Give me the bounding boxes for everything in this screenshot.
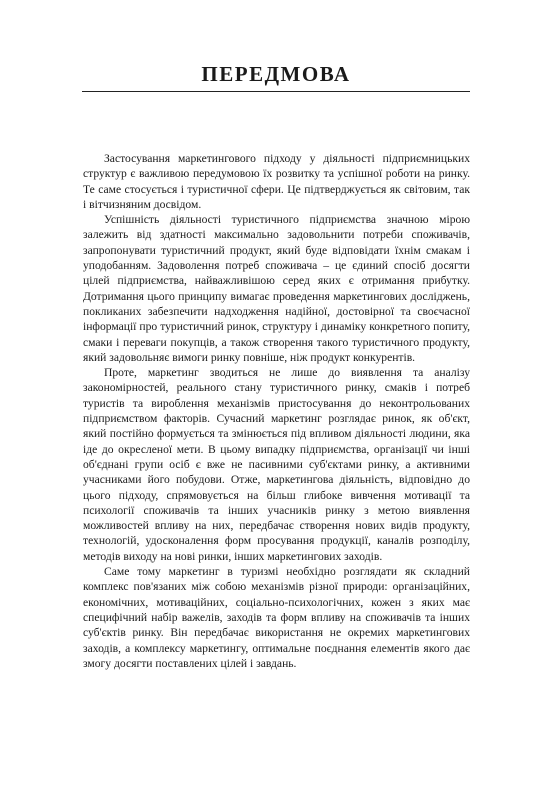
paragraph: Саме тому маркетинг в туризмі необхідно розглядати як складний комплекс пов'язаних між собою механізмів різної природи: організаційних, економічних, мотиваційних, соціально-психологічних, кожен з яких має специфічний набір важелів, заходів та форм впливу на споживачів та інших суб'єктів ринку. Він передбачає використання не окремих маркетингових заходів, а комплексу маркетингу, оптимальне поєднання елементів якого дає змогу досягти поставлених цілей і завдань. <box>83 565 470 670</box>
paragraph: Проте, маркетинг зводиться не лише до виявлення та аналізу закономірностей, реального стану туристичного ринку, смаків і потреб туристів та вироблення механізмів пристосування до неконтрольованих підприємством факторів. Сучасний маркетинг розглядає ринок, як об'єкт, який постійно формується та змінюється під впливом діяльності людини, яка іде до окресленої мети. В цьому випадку підприємства, організації чи інші об'єднані групи осіб є вже не пасивними суб'єктами ринку, а активними учасниками його побудови. Отже, маркетингова діяльність, відповідно до цього підходу, спрямовується на більш глибоке вивчення мотивації та психології споживачів та інших учасників ринку з метою виявлення можливостей впливу на них, передбачає створення нових видів продукту, технологій, удосконалення форм просування продукції, каналів розподілу, методів виходу на нові ринки, інших маркетингових заходів. <box>83 366 470 563</box>
page-title: ПЕРЕДМОВА <box>201 62 351 86</box>
preface-body <box>83 151 470 671</box>
paragraph: Застосування маркетингового підходу у діяльності підприємницьких структур є важливою передумовою їх розвитку та успішної роботи на ринку. Те саме стосується і туристичної сфери. Це підтверджується як світовим, так і вітчизняним досвідом. <box>83 152 470 211</box>
paragraph: Успішність діяльності туристичного підприємства значною мірою залежить від здатності максимально задовольнити потреби споживачів, запропонувати туристичний продукт, який буде відповідати їхнім смакам і уподобанням. Задоволення потреб споживача – це єдиний спосіб досягти цілей підприємства, найважливішою серед яких є отримання прибутку. Дотримання цього принципу вимагає проведення маркетингових досліджень, покликаних забезпечити надходження надійної, достовірної та своєчасної інформації про туристичний ринок, структуру і динаміку конкретного попиту, смаки і переваги покупців, а також створення такого туристичного продукту, який задовольняє вимоги ринку повніше, ніж продукт конкурентів. <box>83 213 470 364</box>
title-underline <box>82 91 470 92</box>
